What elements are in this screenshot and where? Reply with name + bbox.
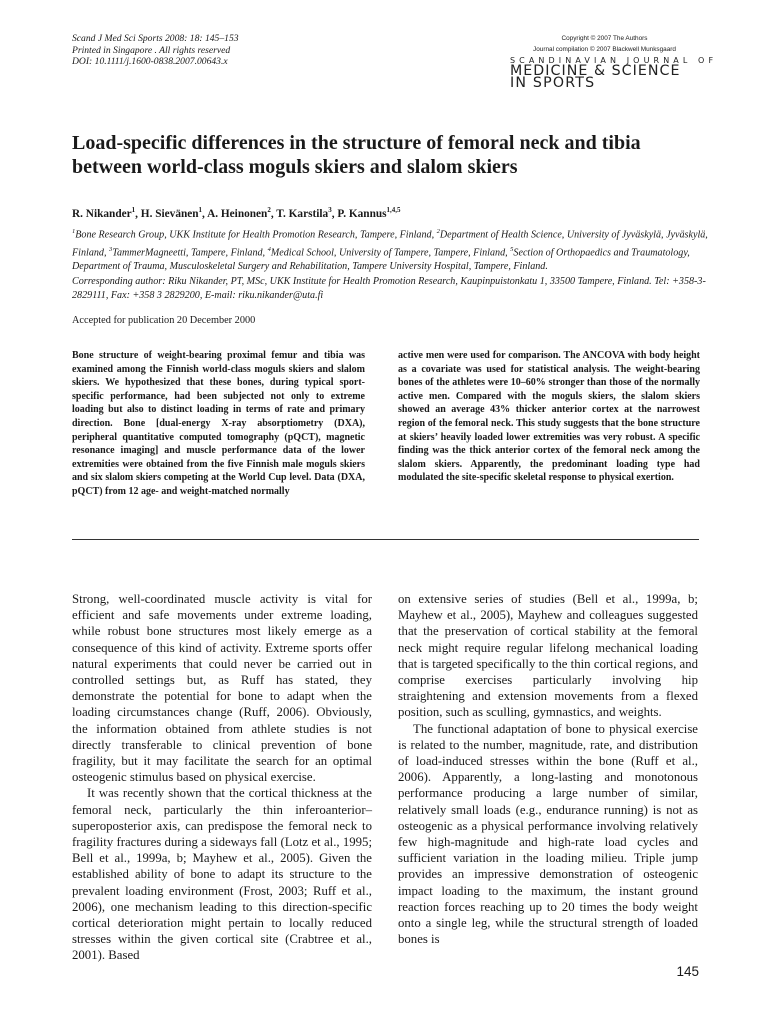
author-name[interactable]: H. Sievänen xyxy=(140,207,199,220)
author-name[interactable]: P. Kannus xyxy=(337,207,387,220)
accepted-date: Accepted for publication 20 December 2000 xyxy=(72,315,256,326)
author-affiliation-mark: 2 xyxy=(267,206,271,214)
article-title: Load-specific differences in the structure of femoral neck and tibia between world-class moguls skiers and slalom skiers xyxy=(72,132,641,178)
copyright-line: Copyright © 2007 The Authors xyxy=(561,35,648,42)
body-paragraph: Strong, well-coordinated muscle activity is vital for efficient and safe movements under extreme loading, while robust bone structures most likely emerge as a consequence of this kind of activity. Extreme sports offer natural experiments that could never be carried out in controlled settings but, as Ruff has stated, they demonstrate the potential for bone to adapt when the loading circumstances change (Ruff, 2006). Obviously, the information obtained from athlete studies is not directly transferable to clinical prevention of bone fragility, but it may facilitate the search for an optimal osteogenic stimulus based on physical exercise. xyxy=(72,592,372,785)
journal-logo-line1: SCANDINAVIAN JOURNAL OF xyxy=(510,56,718,65)
author-name[interactable]: R. Nikander xyxy=(72,207,132,220)
compilation-line: Journal compilation © 2007 Blackwell Munksgaard xyxy=(533,46,676,53)
affiliations xyxy=(72,225,708,303)
author-name[interactable]: A. Heinonen xyxy=(207,207,268,220)
author-list: R. Nikander$^1$, H. Sievänen$^1$, A. Heinonen$^2$, T. Karstila$^3$, P. Kannus$^{1,4,5}$ xyxy=(72,206,401,220)
doi-link[interactable]: DOI: 10.1111/j.1600-0838.2007.00643.x xyxy=(72,56,228,67)
printed-notice: Printed in Singapore . All rights reserved xyxy=(72,44,231,56)
affiliation-list: $^1$Bone Research Group, UKK Institute for Health Promotion Research, Tampere, Finland, $^2$Department of Health Science, University of Jyväskylä, Jyväskylä, Finland, $^3$TammerMagneetti, Tampere, Finland, $^4$Medical School, University of Tampere, Tampere, Finland, $^5$Section of Orthopaedics and Traumatology, Department of Trauma, Musculoskeletal Surgery and Rehabilitation, Tampere University Hospital, Tampere, Finland. xyxy=(72,228,708,273)
journal-logo-line2: MEDICINE & SCIENCE xyxy=(510,63,681,79)
author-affiliation-mark: 3 xyxy=(328,206,332,214)
corresponding-author[interactable]: Corresponding author: Riku Nikander, PT, MSc, UKK Institute for Health Promotion Research, Kaupinpuistonkatu 1, 33500 Tampere, Finland. Tel: +358-3-2829111, Fax: +358 3 2829200, E-mail: riku.nikander@uta.fi xyxy=(72,275,706,301)
journal-citation: Scand J Med Sci Sports 2008: 18: 145–153 xyxy=(72,33,239,44)
body-paragraph: The functional adaptation of bone to physical exercise is related to the number, magnitude, rate, and distribution of load-induced stresses within the bone (Ruff et al., 2006). Apparently, a long-lasting and monotonous performance producing a large number of similar, relatively small loads (e.g., endurance running) is not as osteogenic as a physical performance involving relatively few high-magnitude and high-rate load cycles and sufficient variation in the loading milieu. Triple jump provides an impressive demonstration of osteogenic impact loading to the maximum, the instant ground reaction forces reaching up to 20 times the body weight onto a single leg, while the structural strength of loaded bones is xyxy=(398,721,698,947)
body-column-right xyxy=(398,591,698,947)
journal-logo xyxy=(510,56,718,91)
author-name[interactable]: T. Karstila xyxy=(276,207,329,220)
citation-header xyxy=(72,33,239,68)
section-divider xyxy=(72,539,699,540)
author-affiliation-mark: 1 xyxy=(198,206,203,214)
copyright-block xyxy=(510,33,699,55)
page-number: 145 xyxy=(676,964,699,979)
author-affiliation-mark: 1 xyxy=(131,206,136,214)
journal-logo-line3: IN SPORTS xyxy=(510,75,596,91)
body-paragraph: on extensive series of studies (Bell et al., 1999a, b; Mayhew et al., 2005), Mayhew and colleagues suggested that the preservation of cortical stability at the femoral neck might require regular lifelong mechanical loading that is targeted specifically to the thin cortical regions, and comprise exercises particularly involving hip straightening and extension movements from a flexed position, such as sculling, gymnastics, and weights. xyxy=(398,592,698,720)
body-column-left xyxy=(72,591,372,964)
abstract-column-left: Bone structure of weight-bearing proximal femur and tibia was examined among the Finnish world-class moguls skiers and slalom skiers. We hypothesized that these bones, during typical sport-specific performance, had been subjected not only to extreme loading but also to distinct loading in terms of rate and primary direction. Bone [dual-energy X-ray absorptiometry (DXA), peripheral quantitative computed tomography (pQCT), magnetic resonance imaging] and muscle performance data of the lower extremities were obtained from the five Finnish male moguls skiers and six slalom skiers competing at the World Cup level. Data (DXA, pQCT) from 12 age- and weight-matched normally xyxy=(72,350,365,497)
abstract-column-right: active men were used for comparison. The ANCOVA with body height as a covariate was used for statistical analysis. The weight-bearing bones of the athletes were 10–60% stronger than those of the normally active men. Compared with the moguls skiers, the slalom skiers showed an average 43% thicker anterior cortex at the narrowest region of the femoral neck. This study suggests that the bone structure at skiers’ heavily loaded lower extremities was very robust. A specific finding was the thick anterior cortex of the femoral neck among the slalom skiers. Apparently, the predominant loading type had modulated the site-specific skeletal response to physical exertion. xyxy=(398,350,700,484)
author-affiliation-mark: 1,4,5 xyxy=(386,206,401,214)
body-paragraph: It was recently shown that the cortical thickness at the femoral neck, particularly the thin inferoanterior–superoposterior axis, can predispose the femoral neck to fragility fractures during a sideways fall (Lotz et al., 1995; Bell et al., 1999a, b; Mayhew et al., 2005). Given the established ability of bone to adapt its structure to the prevalent loading environment (Frost, 2003; Ruff et al., 2006), one mechanism leading to this direction-specific cortical deterioration might pertain to locally reduced stresses within the given cortical site (Crabtree et al., 2001). Based xyxy=(72,786,372,963)
